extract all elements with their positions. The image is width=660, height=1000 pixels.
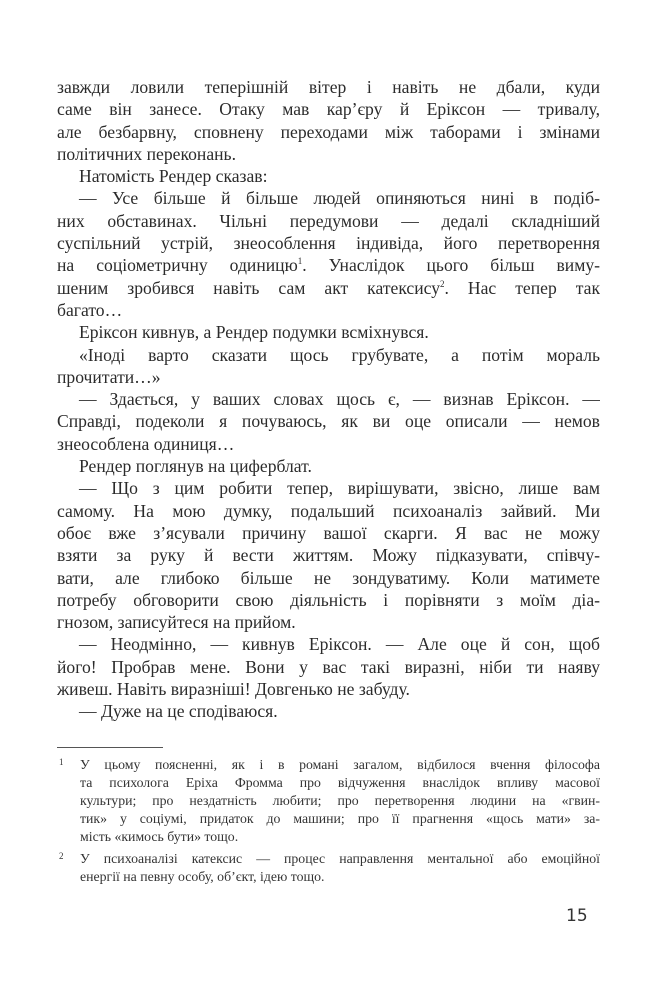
- footnote-line: та психолога Еріха Фромма про відчуження внаслідок впливу масової: [80, 775, 600, 790]
- text-line: Натомість Рендер сказав:: [79, 166, 268, 187]
- text-line: політичних переконань.: [57, 143, 236, 164]
- text-line: його! Пробрав мене. Вони у вас такі виразні, ніби ти наяву: [57, 656, 600, 677]
- footnote-line: У психоаналізі катексис — процес направлення ментальної або емоційної: [80, 851, 600, 866]
- text-line: обоє вже з’ясували причину вашої скарги. Я вас не можу: [57, 522, 600, 543]
- footnote-ref-2[interactable]: 2: [440, 278, 445, 289]
- body-text: [57, 76, 600, 723]
- text-line: багато…: [57, 299, 123, 320]
- text-line: Справді, подеколи я почуваюсь, як ви оце описали — немов: [57, 411, 600, 432]
- text-line: — Дуже на це сподіваюся.: [79, 701, 278, 722]
- text-line: потребу обговорити свою діяльність і порівняти з моїм діа-: [57, 589, 600, 610]
- footnote-1: [57, 756, 600, 846]
- text-line: Еріксон кивнув, а Рендер подумки всміхнувся.: [79, 322, 429, 343]
- text-line: «Іноді варто сказати щось грубувате, а потім мораль: [79, 344, 600, 365]
- footnote-2: [57, 850, 600, 886]
- footnote-line: культури; про нездатність любити; про перетворення людини на «гвин-: [80, 793, 600, 808]
- text-line: саме він занесе. Отаку мав кар’єру й Еріксон — тривалу,: [57, 99, 600, 120]
- text-line: — Неодмінно, — кивнув Еріксон. — Але оце й сон, щоб: [79, 634, 600, 655]
- text-line: них обставинах. Чільні передумови — дедалі складніший: [57, 210, 600, 231]
- text-segment: . Унаслідок цього більш виму-: [302, 255, 600, 276]
- footnote-line: тик» у соціумі, придаток до машини; про її прагнення «щось мати» за-: [80, 811, 600, 826]
- text-line: суспільний устрій, знеособлення індивіда, його перетворення: [57, 233, 600, 254]
- text-line: живеш. Навіть виразніші! Довгенько не забуду.: [57, 679, 410, 700]
- footnote-line: мість «кимось бути» тощо.: [80, 829, 239, 844]
- footnotes: [57, 756, 600, 890]
- text-line: прочитати…»: [57, 366, 161, 387]
- footnote-number: 1: [59, 757, 64, 767]
- footnote-line: У цьому поясненні, як і в романі загалом, відбилося вчення філософа: [80, 757, 600, 772]
- text-line: але безбарвну, сповнену переходами між таборами і змінами: [57, 121, 600, 142]
- text-segment: на соціометричну одиницю: [57, 255, 298, 276]
- text-line: самому. На мою думку, подальший психоаналіз зайвий. Ми: [57, 500, 600, 521]
- text-line: гнозом, записуйтеся на прийом.: [57, 612, 296, 633]
- footnote-number: 2: [59, 851, 64, 861]
- text-line: вати, але глибоко більше не зондуватиму. Коли матимете: [57, 567, 600, 588]
- text-segment: . Нас тепер так: [444, 277, 600, 298]
- text-line: [57, 254, 600, 276]
- text-line: завжди ловили теперішній вітер і навіть не дбали, куди: [57, 77, 600, 97]
- text-segment: шеним зробився навіть сам акт катексису: [57, 277, 441, 298]
- text-line: взяти за руку й вести життям. Можу підказувати, співчу-: [57, 545, 600, 566]
- text-line: знеособлена одиниця…: [57, 433, 235, 454]
- text-line: — Що з цим робити тепер, вирішувати, звісно, лише вам: [79, 478, 600, 499]
- text-line: Рендер поглянув на циферблат.: [79, 456, 312, 477]
- text-line: — Усе більше й більше людей опиняються нині в подіб-: [79, 188, 600, 209]
- footnote-divider: [57, 747, 163, 748]
- text-line: — Здається, у ваших словах щось є, — визнав Еріксон. —: [79, 389, 600, 410]
- page-number: 15: [566, 906, 588, 926]
- footnote-ref-1[interactable]: 1: [297, 256, 303, 267]
- text-line: [57, 277, 600, 299]
- footnote-line: енергії на певну особу, об’єкт, ідею тощо.: [80, 869, 325, 884]
